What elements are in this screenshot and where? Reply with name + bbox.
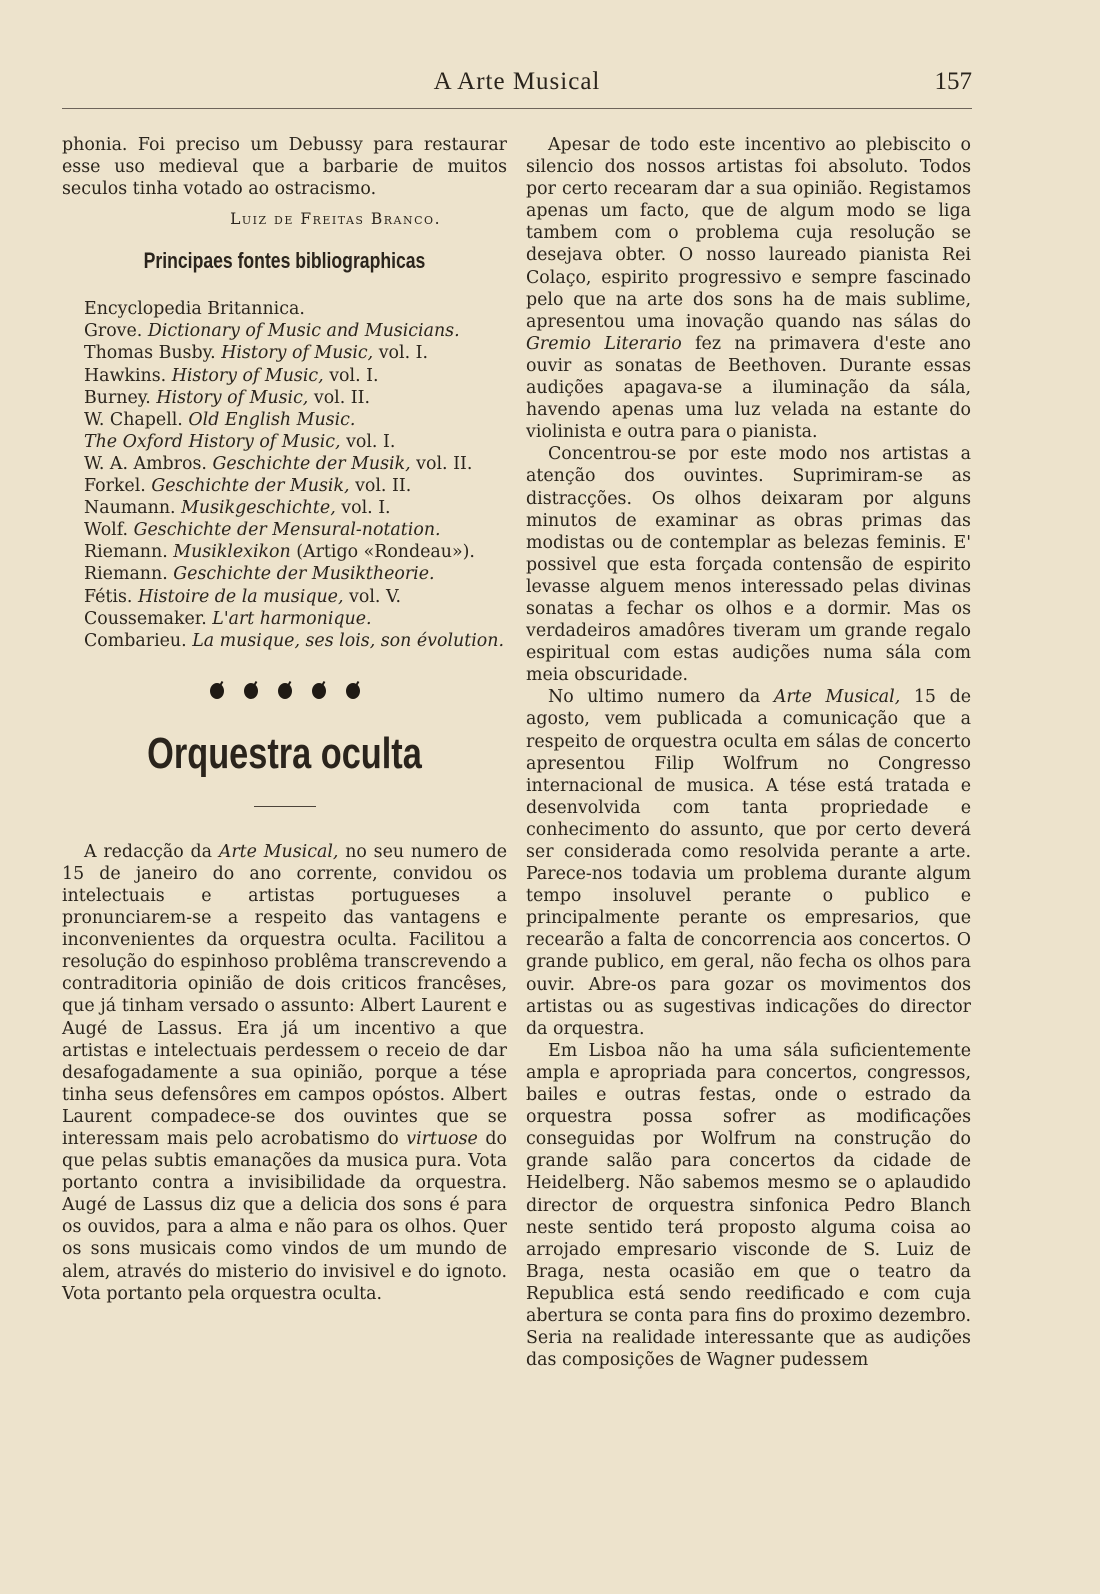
right-paragraph-4: Em Lisboa não ha uma sála suficientemente ampla e apropriada para concertos, congressos, bailes e outras festas, onde o estrado da orquestra possa sofrer as modificações conseguidas por Wolfrum na construção do grande salão para concertos da cidade de Heidelberg. Não sabemos mesmo se o aplaudido director de orquestra sinfonica Pedro Blanch neste sentido terá proposto alguma coisa ao arrojado empresario visconde de S. Luiz de Braga, nesta ocasião em que o teatro da Republica está sendo reedificado e com cuja abertura se conta para fins do proximo dezembro. Seria na realidade interessante que as audições das composições de Wagner pudessem [526, 1040, 971, 1371]
article-title: Orquestra oculta [147, 728, 422, 778]
text-run: no seu numero de 15 de janeiro do ano corrente, convidou os intelectuais e artistas portugueses a pronunciarem-se a respeito das vantagens e inconvenientes da orquestra oculta. Facilitou a resolução do espinhoso problêma transcrevendo a contraditoria opinião de dois criticos francêses, que já tinham versado o assunto: Albert Laurent e Augé de Lassus. Era já um incentivo a que artistas e intelectuais perdessem o receio de dar desafogadamente a sua opinião, porque a tése tinha seus defensôres em campos opóstos. Albert Laurent compadece-se dos ouvintes que se interessam mais pelo acrobatismo do [62, 841, 508, 1149]
entry-title: L'art harmonique. [212, 608, 372, 629]
entry-title: History of Music, [171, 365, 324, 386]
entry-author: Wolf. [84, 520, 134, 541]
entry-author: Coussemaker. [84, 608, 213, 629]
section-ornament [62, 680, 507, 706]
bibliography-entry [62, 431, 507, 453]
bibliography-entry [62, 409, 507, 431]
entry-title: Geschichte der Musik, [212, 453, 411, 474]
bibliography-entry [62, 387, 507, 409]
bibliography-entry [62, 630, 507, 652]
entry-title: Geschichte der Musiktheorie. [173, 564, 435, 585]
left-column [62, 134, 507, 1305]
italic-run: Gremio Literario [526, 333, 682, 354]
page-header [62, 64, 972, 109]
running-title: A Arte Musical [433, 68, 601, 95]
text-run: A redacção da [84, 841, 219, 862]
entry-author: Thomas Busby. [84, 343, 222, 364]
bibliography-entry [62, 608, 507, 630]
author-signature: Luiz de Freitas Branco. [230, 210, 441, 229]
fleuron-ornament-icon [205, 680, 365, 702]
entry-author: W. Chapell. [84, 409, 189, 430]
entry-author: Forkel. [84, 476, 152, 497]
entry-title: La musique, ses lois, son évolution. [192, 630, 504, 651]
entry-title: History of Music, [156, 387, 309, 408]
bibliography-entry [62, 453, 507, 475]
entry-title: Dictionary of Music and Musicians. [147, 321, 460, 342]
entry-author: Naumann. [84, 498, 182, 519]
entry-author: Riemann. [84, 564, 174, 585]
entry-title: Histoire de la musique, [137, 586, 344, 607]
entry-author: Encyclopedia Britannica. [84, 299, 305, 320]
entry-volume: vol. I. [323, 365, 379, 386]
italic-run: virtuose [406, 1129, 478, 1149]
bibliography-entry [62, 586, 507, 608]
entry-title: Geschichte der Mensural-notation. [133, 520, 441, 541]
bibliography-entry [62, 365, 507, 387]
title-rule [254, 806, 316, 807]
entry-author: Riemann. [84, 542, 174, 563]
entry-volume: vol. II. [349, 476, 412, 497]
bibliography-entry [62, 298, 507, 320]
opening-paragraph: phonia. Foi preciso um Debussy para restaurar esse uso medieval que a barbarie de muitos seculos tinha votado ao ostracismo. [62, 135, 507, 200]
article-paragraph-1 [62, 841, 507, 1305]
entry-volume: vol. I. [373, 343, 429, 364]
entry-title: History of Music, [221, 343, 374, 364]
bibliography-entry [62, 342, 507, 364]
bibliography-heading: Principaes fontes bibliographicas [143, 248, 426, 274]
bibliography-list [62, 298, 507, 652]
text-run: fez na primavera d'este ano ouvir as sonatas de Beethoven. Durante essas audições apagava-se a iluminação da sála, havendo apenas uma luz velada na estante do violinista e outra para o pianista. [526, 333, 972, 443]
entry-title: Geschichte der Musik, [151, 476, 350, 497]
bibliography-entry [62, 320, 507, 342]
page-number: 157 [934, 68, 972, 95]
entry-title: Musiklexikon [173, 542, 291, 563]
bibliography-entry [62, 519, 507, 541]
entry-volume: vol. II. [308, 387, 371, 408]
entry-author: Grove. [84, 321, 148, 342]
text-run: 15 de agosto, vem publicada a comunicação que a respeito de orquestra oculta em sálas de concerto apresentou Filip Wolfrum no Congresso internacional de musica. A tése está tratada e desenvolvida com tanta propriedade e conhecimento do assunto, que por certo deverá ser considerada como resolvida perante a arte. Parece-nos todavia um problema durante algum tempo insoluvel perante o publico e principalmente perante os empresarios, que recearão a falta de concorrencia aos concertos. O grande publico, em geral, não fecha os olhos para ouvir. Abre-os para gozar os movimentos dos artistas ou as sugestivas indicações do director da orquestra. [526, 687, 972, 1039]
entry-author: Burney. [84, 387, 157, 408]
entry-author: Fétis. [84, 586, 138, 607]
text-run: do que pelas subtis emanações da musica pura. Vota portanto contra a invisibilidade da orquestra. Augé de Lassus diz que a delicia dos sons é para os ouvidos, para a alma e não para os olhos. Quer os sons musicais como vindos de um mundo de alem, através do misterio do invisivel e do ignoto. Vota portanto pela orquestra oculta. [62, 1129, 507, 1304]
text-run: Apesar de todo este incentivo ao plebiscito o silencio dos nossos artistas foi absoluto. Todos por certo recearam dar a sua opinião. Registamos apenas um facto, que de algum modo se liga tambem com o problema cuja resolução se desejava obter. O nosso laureado pianista Rei Colaço, espirito progressivo e sempre fascinado pelo que na arte dos sons ha de mais sublime, apresentou uma inovação quando nas sálas do [526, 135, 971, 332]
entry-title: The Oxford History of Music, [84, 431, 341, 452]
bibliography-entry [62, 541, 507, 563]
right-paragraph-1 [526, 134, 971, 443]
bibliography-entry [62, 497, 507, 519]
entry-volume: vol. I. [335, 498, 391, 519]
right-column [526, 134, 971, 1371]
right-paragraph-3 [526, 686, 971, 1040]
italic-run: Arte Musical, [773, 687, 901, 708]
entry-volume: vol. V. [343, 586, 401, 607]
entry-volume: vol. II. [410, 453, 473, 474]
entry-title: Musikgeschichte, [181, 498, 336, 519]
entry-title: Old English Music. [188, 409, 356, 430]
text-run: No ultimo numero da [548, 687, 774, 708]
entry-author: W. A. Ambros. [84, 453, 213, 474]
entry-volume: (Artigo «Rondeau»). [290, 542, 475, 563]
bibliography-entry [62, 563, 507, 585]
right-paragraph-2: Concentrou-se por este modo nos artistas a atenção dos ouvintes. Suprimiram-se as distracções. Os olhos deixaram por alguns minutos de examinar as obras primas das modistas ou de contemplar as belezas feminis. E' possivel que esta forçada contensão de espirito levasse alguem menos interessado pelas divinas sonatas a fechar os olhos e a dormir. Mas os verdadeiros amadôres tiveram um grande regalo espiritual com estas audições numa sála com meia obscuridade. [526, 444, 971, 686]
entry-author: Combarieu. [84, 630, 193, 651]
entry-author: Hawkins. [84, 365, 172, 386]
entry-volume: vol. I. [340, 431, 396, 452]
italic-run: Arte Musical, [218, 841, 339, 862]
bibliography-entry [62, 475, 507, 497]
